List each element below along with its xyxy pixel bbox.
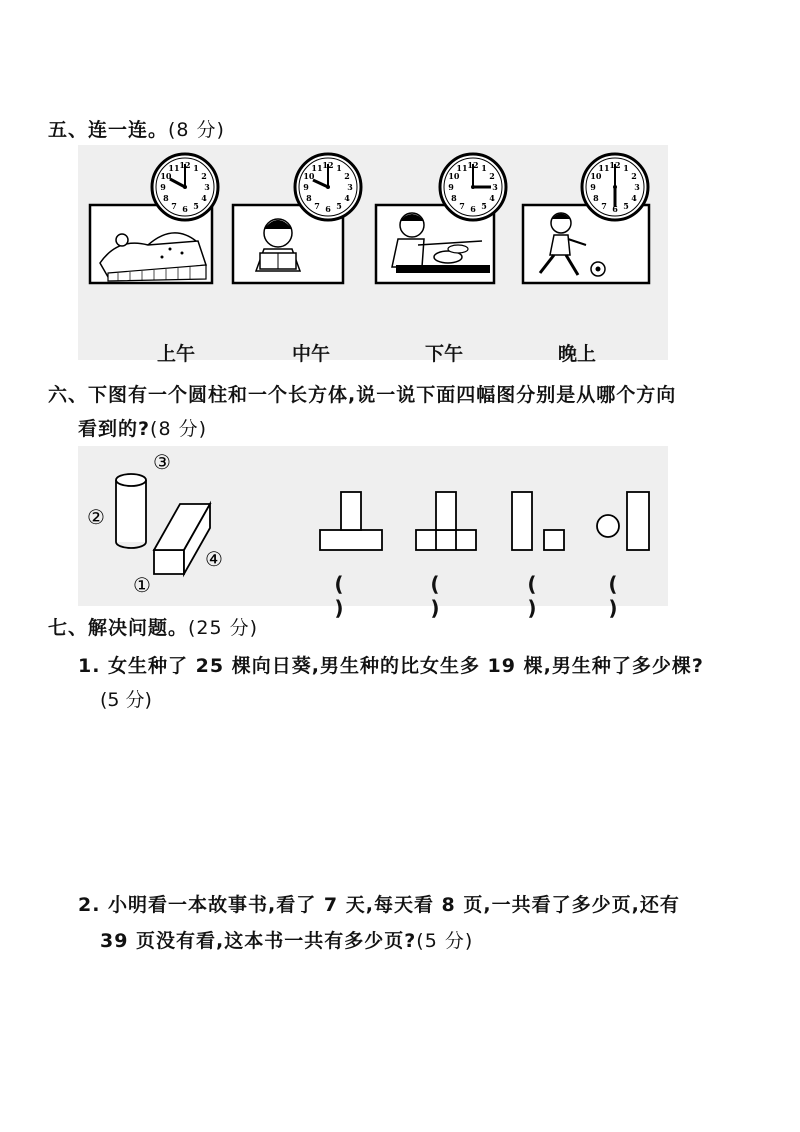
clock-numeral: 6: [182, 204, 188, 214]
clock-numeral: 7: [314, 201, 320, 212]
question-2-points: (5 分): [416, 930, 474, 952]
clock-numeral: 7: [171, 201, 177, 212]
section5-points: (8 分): [168, 119, 225, 141]
direction-marker-2: ②: [87, 505, 105, 529]
clock-numeral: 12: [609, 160, 621, 170]
clock-numeral: 6: [612, 204, 618, 214]
clock-center-dot: [183, 185, 187, 189]
clock-numeral: 10: [303, 171, 315, 181]
clock-numeral: 12: [322, 160, 334, 170]
clock-numeral: 8: [306, 193, 312, 203]
clock-numeral: 4: [631, 193, 637, 203]
clock-numeral: 11: [598, 162, 610, 173]
cylinder-shape: [116, 474, 146, 548]
clock-numeral: 8: [451, 193, 457, 203]
clock-numeral: 12: [467, 160, 479, 170]
clock-numeral: 4: [489, 193, 495, 203]
clock-numeral: 1: [193, 162, 199, 173]
clock-numeral: 9: [303, 182, 309, 192]
clock-numeral: 1: [623, 162, 629, 173]
clock-center-dot: [613, 185, 617, 189]
clock-numeral: 9: [590, 182, 596, 192]
clock-numeral: 8: [593, 193, 599, 203]
direction-marker-1: ①: [133, 573, 151, 597]
section7-points: (25 分): [188, 617, 259, 639]
answer-blank-1[interactable]: ( ): [334, 572, 364, 620]
clock-numeral: 2: [344, 171, 350, 181]
clock-numeral: 4: [201, 193, 207, 203]
section6-heading-question: 看到的?: [78, 418, 151, 440]
question-2-text-line1: 2. 小明看一本故事书,看了 7 天,每天看 8 页,一共看了多少页,还有: [78, 894, 680, 916]
clock-numeral: 10: [590, 171, 602, 181]
clock-numeral: 4: [344, 193, 350, 203]
section7-title: 七、解决问题。: [48, 617, 189, 639]
clock-numeral: 6: [470, 204, 476, 214]
clock-numeral: 5: [193, 201, 199, 212]
time-label-afternoon: 下午: [424, 343, 463, 365]
clock-numeral: 5: [336, 201, 342, 212]
question-1-points: (5 分): [100, 689, 152, 711]
section6-heading-line1: 六、下图有一个圆柱和一个长方体,说一说下面四幅图分别是从哪个方向: [48, 384, 677, 406]
time-label-evening: 晚上: [557, 343, 596, 365]
answer-blank-3[interactable]: ( ): [527, 572, 557, 620]
clock-numeral: 3: [347, 182, 353, 192]
clock-numeral: 3: [634, 182, 640, 192]
clock-numeral: 11: [456, 162, 468, 173]
direction-marker-4: ④: [205, 547, 223, 571]
clock-center-dot: [471, 185, 475, 189]
time-label-morning: 上午: [156, 343, 195, 365]
question-2-text-line2-body: 39 页没有看,这本书一共有多少页?: [100, 930, 417, 952]
time-label-noon: 中午: [291, 343, 330, 365]
clock-numeral: 1: [481, 162, 487, 173]
answer-blank-4[interactable]: ( ): [608, 572, 638, 620]
clock-numeral: 10: [448, 171, 460, 181]
section5-heading: [48, 115, 225, 142]
clock-numeral: 11: [168, 162, 180, 173]
clock-center-dot: [326, 185, 330, 189]
clock-numeral: 2: [631, 171, 637, 181]
clock-numeral: 3: [204, 182, 210, 192]
clock-numeral: 1: [336, 162, 342, 173]
clock-numeral: 2: [489, 171, 495, 181]
section5-title: 五、连一连。: [48, 119, 169, 141]
clock-numeral: 10: [160, 171, 172, 181]
time-pictures-strip: [78, 145, 668, 360]
question-2-text-line2: [100, 926, 473, 953]
clock-numeral: 7: [459, 201, 465, 212]
clock-numeral: 2: [201, 171, 207, 181]
clock-numeral: 3: [492, 182, 498, 192]
clock-numeral: 9: [448, 182, 454, 192]
question-1-text: 1. 女生种了 25 棵向日葵,男生种的比女生多 19 棵,男生种了多少棵?: [78, 655, 704, 677]
clock-numeral: 11: [311, 162, 323, 173]
clock-numeral: 9: [160, 182, 166, 192]
clock-numeral: 8: [163, 193, 169, 203]
clock-numeral: 5: [623, 201, 629, 212]
direction-marker-3: ③: [153, 450, 171, 474]
section6-heading-line2: [78, 414, 207, 441]
section6-points: (8 分): [150, 418, 207, 440]
section7-heading: [48, 613, 258, 640]
clock-numeral: 12: [179, 160, 191, 170]
clock-numeral: 7: [601, 201, 607, 212]
answer-blank-2[interactable]: ( ): [430, 572, 460, 620]
clock-numeral: 6: [325, 204, 331, 214]
clock-numeral: 5: [481, 201, 487, 212]
